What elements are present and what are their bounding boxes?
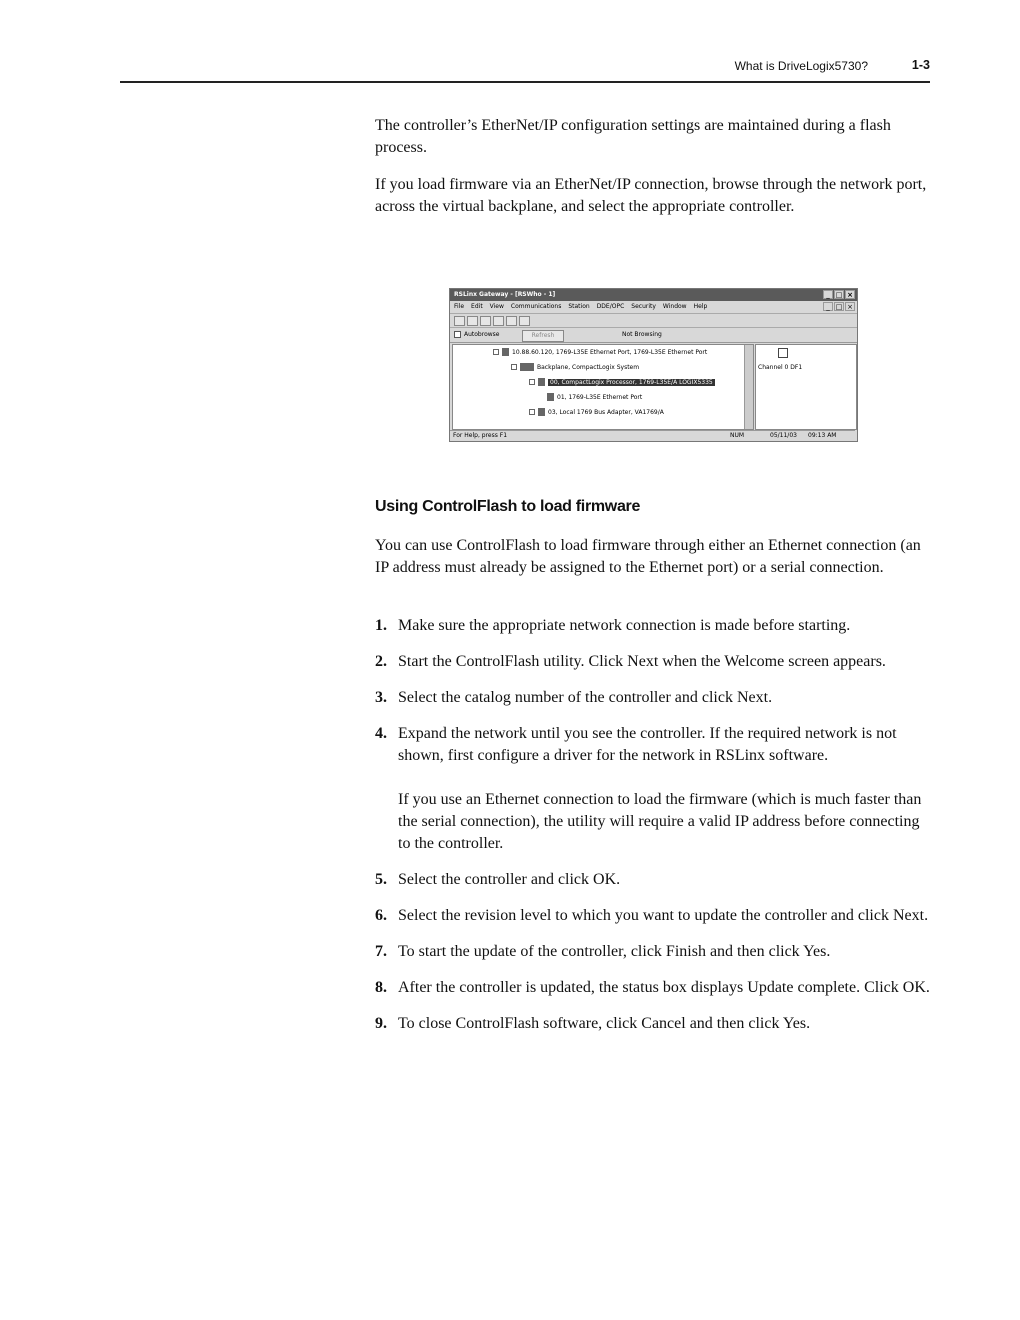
browse-options-bar: [450, 328, 857, 343]
page-number: 1-3: [911, 58, 930, 72]
toolbar-button-icon: [506, 316, 517, 326]
ethernet-port-icon: [547, 393, 554, 401]
window-title: RSLinx Gateway - [RSWho - 1]: [454, 291, 556, 298]
step-item: 3. Select the catalog number of the controller and click Next.: [375, 689, 773, 706]
tree-node: 10.88.60.120, 1769-L35E Ethernet Port, 1769-L35E Ethernet Port: [493, 348, 707, 356]
child-minimize-icon: _: [823, 302, 833, 311]
section-heading: Using ControlFlash to load firmware: [375, 498, 641, 515]
backplane-icon: [520, 363, 534, 371]
collapse-icon: [511, 364, 517, 370]
browse-status: Not Browsing: [622, 331, 662, 338]
child-maximize-icon: □: [835, 303, 843, 311]
tree-node: 03, Local 1769 Bus Adapter, VA1769/A: [529, 408, 664, 416]
expand-icon: [529, 379, 535, 385]
status-time: 09:13 AM: [808, 432, 837, 439]
collapse-icon: [493, 349, 499, 355]
step-item: 1. Make sure the appropriate network connection is made before starting.: [375, 617, 851, 634]
window-title-bar: [450, 289, 857, 301]
step-item: 5. Select the controller and click OK.: [375, 871, 621, 888]
tree-scrollbar: [744, 345, 753, 429]
paragraph-intro: You can use ControlFlash to load firmware through either an Ethernet connection (an IP address must already be assigned to the Ethernet port) or a serial connection.: [375, 537, 921, 576]
network-tree: [452, 344, 754, 430]
minimize-icon: _: [823, 290, 833, 299]
ethernet-module-icon: [502, 348, 509, 356]
status-date: 05/11/03: [770, 432, 797, 439]
step-note: If you use an Ethernet connection to load the firmware (which is much faster than the serial connection), the utility will require a valid IP address before connecting to the controller.: [398, 791, 922, 852]
menu-bar: [450, 301, 857, 314]
tree-node: 01, 1769-L35E Ethernet Port: [547, 393, 642, 401]
rslinx-screenshot: [449, 288, 858, 442]
toolbar-button-icon: [519, 316, 530, 326]
tree-node-selected: 00, CompactLogix Processor, 1769-L35E/A LOGIX5335: [529, 378, 715, 386]
toolbar-button-icon: [493, 316, 504, 326]
toolbar-button-icon: [454, 316, 465, 326]
step-item: 6. Select the revision level to which you want to update the controller and click Next.: [375, 907, 929, 924]
menu-station: Station: [568, 303, 590, 310]
menu-help: Help: [693, 303, 708, 310]
menu-security: Security: [631, 303, 656, 310]
toolbar-button-icon: [480, 316, 491, 326]
step-item: 7. To start the update of the controller, click Finish and then click Yes.: [375, 943, 831, 960]
status-num: NUM: [730, 432, 745, 439]
menu-window: Window: [662, 303, 687, 310]
tree-node: Backplane, CompactLogix System: [511, 363, 639, 371]
step-item: 8. After the controller is updated, the status box displays Update complete. Click OK.: [375, 979, 930, 996]
refresh-button: Refresh: [522, 330, 564, 342]
menu-dde-opc: DDE/OPC: [596, 303, 625, 310]
page-header: [120, 57, 930, 83]
toolbar-button-icon: [467, 316, 478, 326]
autobrowse-checkbox: [454, 331, 461, 338]
rswho-panes: [450, 344, 855, 430]
menu-file: File: [454, 303, 465, 310]
step-item: 2. Start the ControlFlash utility. Click Next when the Welcome screen appears.: [375, 653, 886, 670]
paragraph-config-settings: The controller’s EtherNet/IP configuration settings are maintained during a flash process.: [375, 117, 891, 156]
steps-list: [375, 615, 933, 1049]
status-bar: [450, 430, 855, 441]
step-item: 9. To close ControlFlash software, click Cancel and then click Yes.: [375, 1015, 811, 1032]
device-label: Channel 0 DF1: [758, 364, 803, 371]
menu-view: View: [489, 303, 504, 310]
status-help: For Help, press F1: [453, 432, 508, 439]
step-item: 4. Expand the network until you see the controller. If the required network is not shown, first configure a driver for the network in RSLinx software. If you use an Ethernet connection to load the firmware (which is much faster than the serial connection), the utility will require a valid IP address before connecting to the controller.: [375, 723, 933, 855]
menu-edit: Edit: [471, 303, 483, 310]
expand-icon: [529, 409, 535, 415]
paragraph-load-firmware: If you load firmware via an EtherNet/IP connection, browse through the network port, across the virtual backplane, and select the appropriate controller.: [375, 176, 927, 215]
bus-adapter-icon: [538, 408, 545, 416]
autobrowse-label: Autobrowse: [464, 331, 500, 338]
toolbar: [450, 314, 857, 328]
close-icon: ×: [845, 290, 855, 299]
network-icon: [778, 348, 788, 358]
header-title: What is DriveLogix5730?: [734, 59, 868, 73]
maximize-icon: □: [835, 291, 843, 299]
menu-communications: Communications: [510, 303, 562, 310]
processor-icon: [538, 378, 545, 386]
child-close-icon: ×: [845, 302, 855, 311]
device-pane: [755, 344, 857, 430]
